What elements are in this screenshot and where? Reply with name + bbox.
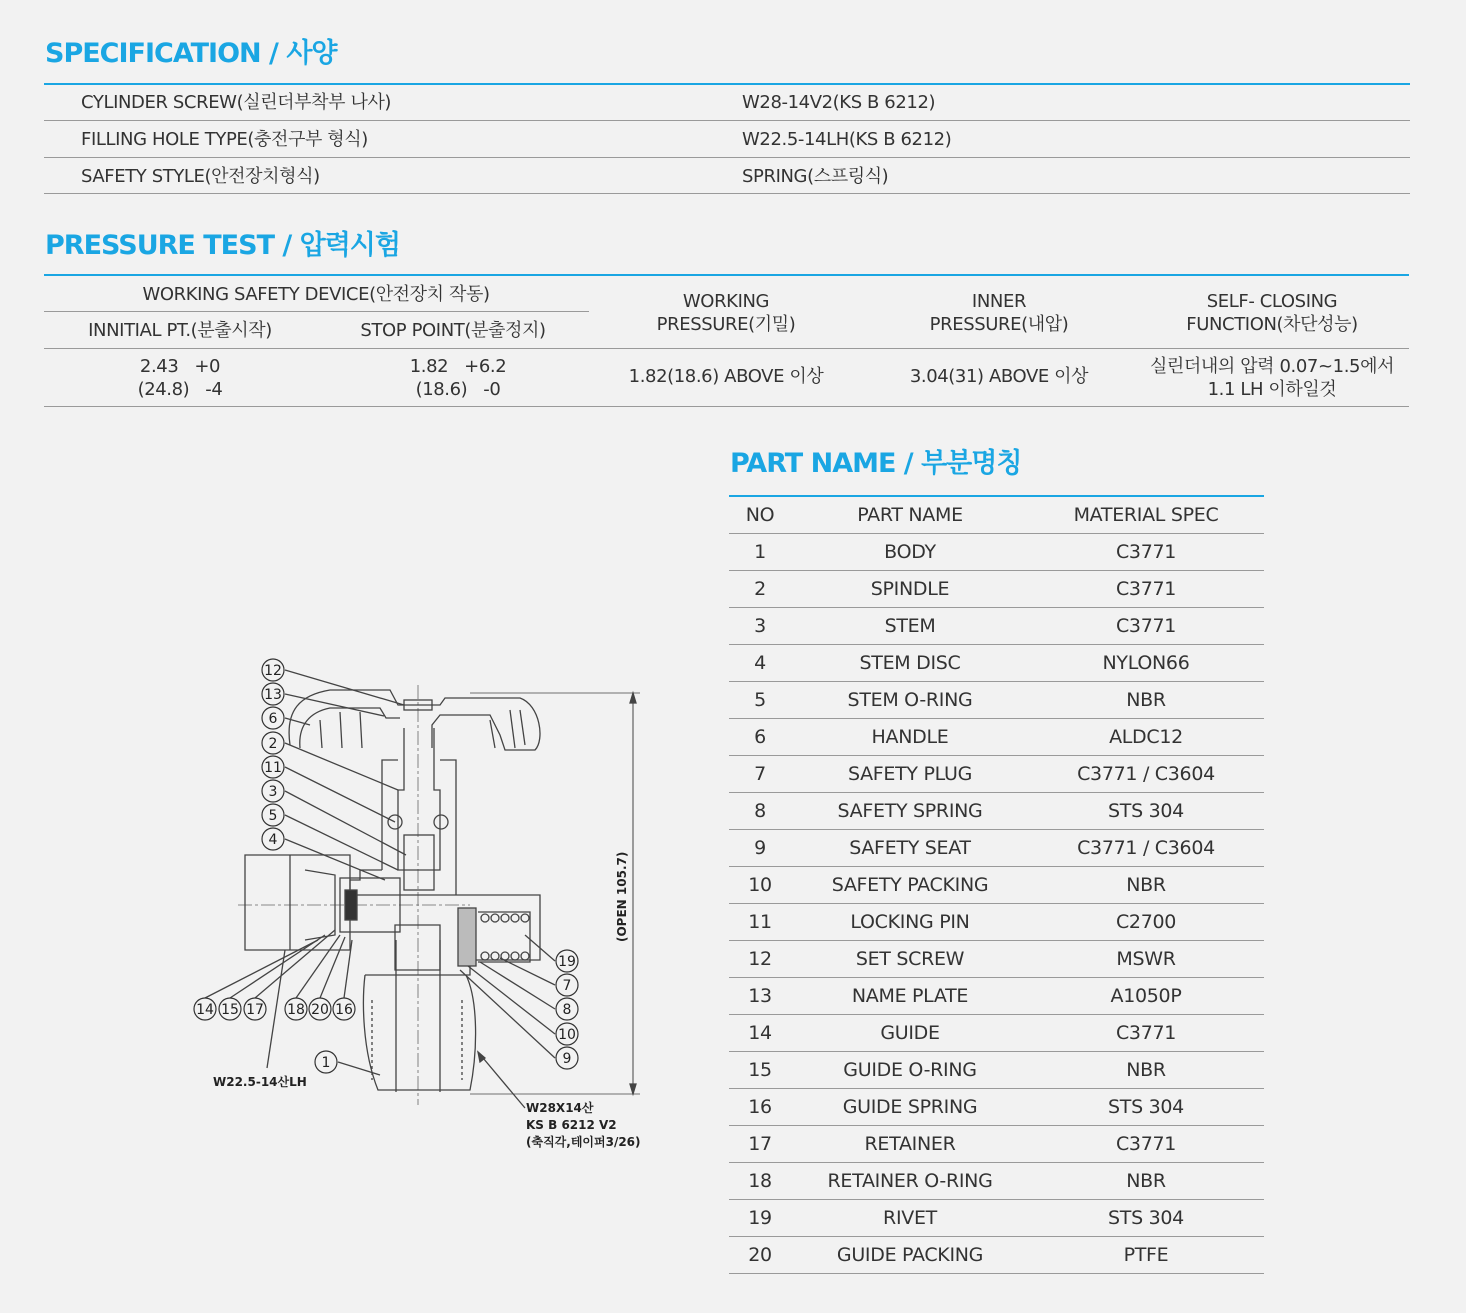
thread-label-line2: KS B 6212 V2 <box>526 1118 617 1132</box>
callout-18 <box>285 998 307 1020</box>
part-no: 1 <box>754 541 766 563</box>
part-material: C3771 / C3604 <box>1077 837 1215 859</box>
part-name: SAFETY SEAT <box>849 837 971 859</box>
part-no: 12 <box>748 948 772 970</box>
stop-point-value: 1.82 +6.2 (18.6) -0 <box>409 356 507 400</box>
table-row <box>729 682 1264 719</box>
parts-header-row <box>729 497 1264 534</box>
callout-19 <box>556 950 578 972</box>
part-material: C3771 <box>1115 1133 1177 1155</box>
part-material: C2700 <box>1115 911 1177 933</box>
no-header: NO <box>745 504 775 526</box>
inner-pressure-header: INNER PRESSURE(내압) <box>929 291 1069 335</box>
part-material: NYLON66 <box>1102 652 1190 674</box>
table-row <box>729 904 1264 941</box>
table-row <box>729 1015 1264 1052</box>
spec-label: SAFETY STYLE(안전장치형식) <box>81 166 320 187</box>
part-material: C3771 <box>1115 541 1177 563</box>
callout-17 <box>244 998 266 1020</box>
part-no: 2 <box>754 578 766 600</box>
part-name: RETAINER O-RING <box>827 1170 993 1192</box>
spec-value: SPRING(스프링식) <box>742 166 889 187</box>
callout-5 <box>262 804 284 826</box>
callout-2 <box>262 732 284 754</box>
part-name: GUIDE O-RING <box>843 1059 977 1081</box>
part-no: 16 <box>748 1096 772 1118</box>
material-header: MATERIAL SPEC <box>1073 504 1219 526</box>
inner-pressure-value: 3.04(31) ABOVE 이상 <box>909 366 1089 387</box>
part-no: 6 <box>754 726 766 748</box>
part-material: STS 304 <box>1108 1207 1184 1229</box>
part-material: C3771 <box>1115 1022 1177 1044</box>
row-divider <box>44 157 1410 158</box>
working-safety-device-header: WORKING SAFETY DEVICE(안전장치 작동) <box>142 284 490 305</box>
table-row <box>729 608 1264 645</box>
svg-text:13: 13 <box>264 687 282 703</box>
svg-text:20: 20 <box>311 1002 329 1018</box>
callout-20 <box>309 998 331 1020</box>
svg-text:17: 17 <box>246 1002 264 1018</box>
part-name: NAME PLATE <box>851 985 969 1007</box>
thread-label-line1: W28X14산 <box>526 1101 594 1115</box>
table-row <box>729 867 1264 904</box>
svg-text:18: 18 <box>287 1002 305 1018</box>
table-row <box>729 719 1264 756</box>
table-row <box>729 1237 1264 1274</box>
svg-text:14: 14 <box>196 1002 214 1018</box>
initial-pt-value: 2.43 +0 (24.8) -4 <box>137 356 223 400</box>
specification-title: SPECIFICATION / 사양 <box>45 38 337 69</box>
part-name: HANDLE <box>871 726 949 748</box>
part-name: SET SCREW <box>855 948 965 970</box>
part-no: 14 <box>748 1022 772 1044</box>
part-name: SPINDLE <box>870 578 950 600</box>
table-row <box>729 534 1264 571</box>
callout-3 <box>262 780 284 802</box>
callout-14 <box>194 998 216 1020</box>
svg-text:19: 19 <box>558 954 576 970</box>
part-material: NBR <box>1126 689 1166 711</box>
self-closing-value: 실린더내의 압력 0.07~1.5에서 1.1 LH 이하일것 <box>1149 356 1395 400</box>
svg-text:15: 15 <box>221 1002 239 1018</box>
row-divider <box>44 193 1410 194</box>
part-no: 13 <box>748 985 772 1007</box>
svg-text:8: 8 <box>562 1002 572 1018</box>
table-row <box>729 1163 1264 1200</box>
svg-text:4: 4 <box>268 832 278 848</box>
callout-16 <box>333 998 355 1020</box>
part-name: SAFETY PACKING <box>831 874 989 896</box>
initial-pt-header: INNITIAL PT.(분출시작) <box>88 320 272 341</box>
part-name: GUIDE SPRING <box>842 1096 978 1118</box>
callout-12 <box>262 659 284 681</box>
thread-label-line3: (축직각,테이퍼3/26) <box>526 1135 641 1149</box>
callout-10 <box>556 1023 578 1045</box>
table-row <box>729 756 1264 793</box>
callout-7 <box>556 974 578 996</box>
part-no: 19 <box>748 1207 772 1229</box>
part-name: GUIDE PACKING <box>836 1244 984 1266</box>
part-name-title: PART NAME / 부분명칭 <box>730 448 1022 479</box>
svg-text:3: 3 <box>268 784 278 800</box>
part-material: ALDC12 <box>1109 726 1183 748</box>
self-closing-header: SELF- CLOSING FUNCTION(차단성능) <box>1186 291 1358 335</box>
part-no: 18 <box>748 1170 772 1192</box>
part-name-header: PART NAME <box>857 504 963 526</box>
svg-text:12: 12 <box>264 663 282 679</box>
part-name: RETAINER <box>864 1133 956 1155</box>
svg-text:7: 7 <box>562 978 572 994</box>
part-no: 11 <box>748 911 772 933</box>
part-material: NBR <box>1126 874 1166 896</box>
spec-value: W28-14V2(KS B 6212) <box>742 92 936 113</box>
table-row <box>729 941 1264 978</box>
table-row <box>729 571 1264 608</box>
pressure-test-title: PRESSURE TEST / 압력시험 <box>45 230 400 261</box>
table-row <box>729 1089 1264 1126</box>
table-row <box>729 978 1264 1015</box>
part-material: STS 304 <box>1108 1096 1184 1118</box>
svg-text:1: 1 <box>321 1055 331 1071</box>
group-divider <box>44 311 589 312</box>
part-no: 8 <box>754 800 766 822</box>
pressure-divider <box>44 274 1409 276</box>
svg-text:5: 5 <box>268 808 278 824</box>
part-no: 7 <box>754 763 766 785</box>
part-name: SAFETY PLUG <box>847 763 973 785</box>
part-no: 3 <box>754 615 766 637</box>
callout-15 <box>219 998 241 1020</box>
part-material: C3771 <box>1115 578 1177 600</box>
part-name: LOCKING PIN <box>850 911 970 933</box>
table-row <box>729 1200 1264 1237</box>
callout-13 <box>262 683 284 705</box>
part-material: C3771 <box>1115 615 1177 637</box>
callout-9 <box>556 1047 578 1069</box>
part-no: 9 <box>754 837 766 859</box>
part-name: STEM <box>884 615 936 637</box>
table-row <box>729 793 1264 830</box>
table-row <box>729 1126 1264 1163</box>
svg-text:16: 16 <box>335 1002 353 1018</box>
stop-point-header: STOP POINT(분출정지) <box>360 320 546 341</box>
svg-text:6: 6 <box>268 711 278 727</box>
part-no: 20 <box>748 1244 772 1266</box>
part-no: 17 <box>748 1133 772 1155</box>
svg-text:10: 10 <box>558 1027 576 1043</box>
table-row <box>729 1052 1264 1089</box>
part-material: NBR <box>1126 1059 1166 1081</box>
part-no: 15 <box>748 1059 772 1081</box>
part-name: GUIDE <box>880 1022 940 1044</box>
callout-6 <box>262 707 284 729</box>
part-material: A1050P <box>1110 985 1182 1007</box>
part-material: STS 304 <box>1108 800 1184 822</box>
part-material: NBR <box>1126 1170 1166 1192</box>
part-no: 10 <box>748 874 772 896</box>
part-material: MSWR <box>1116 948 1176 970</box>
spec-label: FILLING HOLE TYPE(충전구부 형식) <box>81 129 368 150</box>
valve-cross-section-drawing <box>180 650 660 1160</box>
callout-1 <box>315 1051 337 1073</box>
spec-label: CYLINDER SCREW(실린더부착부 나사) <box>81 92 392 113</box>
part-material: C3771 / C3604 <box>1077 763 1215 785</box>
row-divider <box>44 120 1410 121</box>
callout-8 <box>556 998 578 1020</box>
open-dimension-label: (OPEN 105.7) <box>615 851 629 942</box>
svg-text:2: 2 <box>268 736 278 752</box>
header-divider <box>44 348 1409 349</box>
part-name: RIVET <box>883 1207 937 1229</box>
part-name: STEM DISC <box>859 652 961 674</box>
svg-text:9: 9 <box>562 1051 572 1067</box>
table-row <box>729 830 1264 867</box>
row-divider <box>44 406 1409 407</box>
working-pressure-header: WORKING PRESSURE(기밀) <box>656 291 796 335</box>
part-name: BODY <box>884 541 936 563</box>
part-material: PTFE <box>1123 1244 1169 1266</box>
svg-text:11: 11 <box>264 760 282 776</box>
spec-divider <box>44 83 1410 85</box>
table-row <box>729 645 1264 682</box>
working-pressure-value: 1.82(18.6) ABOVE 이상 <box>628 366 824 387</box>
part-name: STEM O-RING <box>847 689 973 711</box>
part-name: SAFETY SPRING <box>837 800 983 822</box>
spec-value: W22.5-14LH(KS B 6212) <box>742 129 952 150</box>
filling-thread-label: W22.5-14산LH <box>213 1075 307 1089</box>
callout-11 <box>262 756 284 778</box>
callout-4 <box>262 828 284 850</box>
part-no: 5 <box>754 689 766 711</box>
part-no: 4 <box>754 652 766 674</box>
